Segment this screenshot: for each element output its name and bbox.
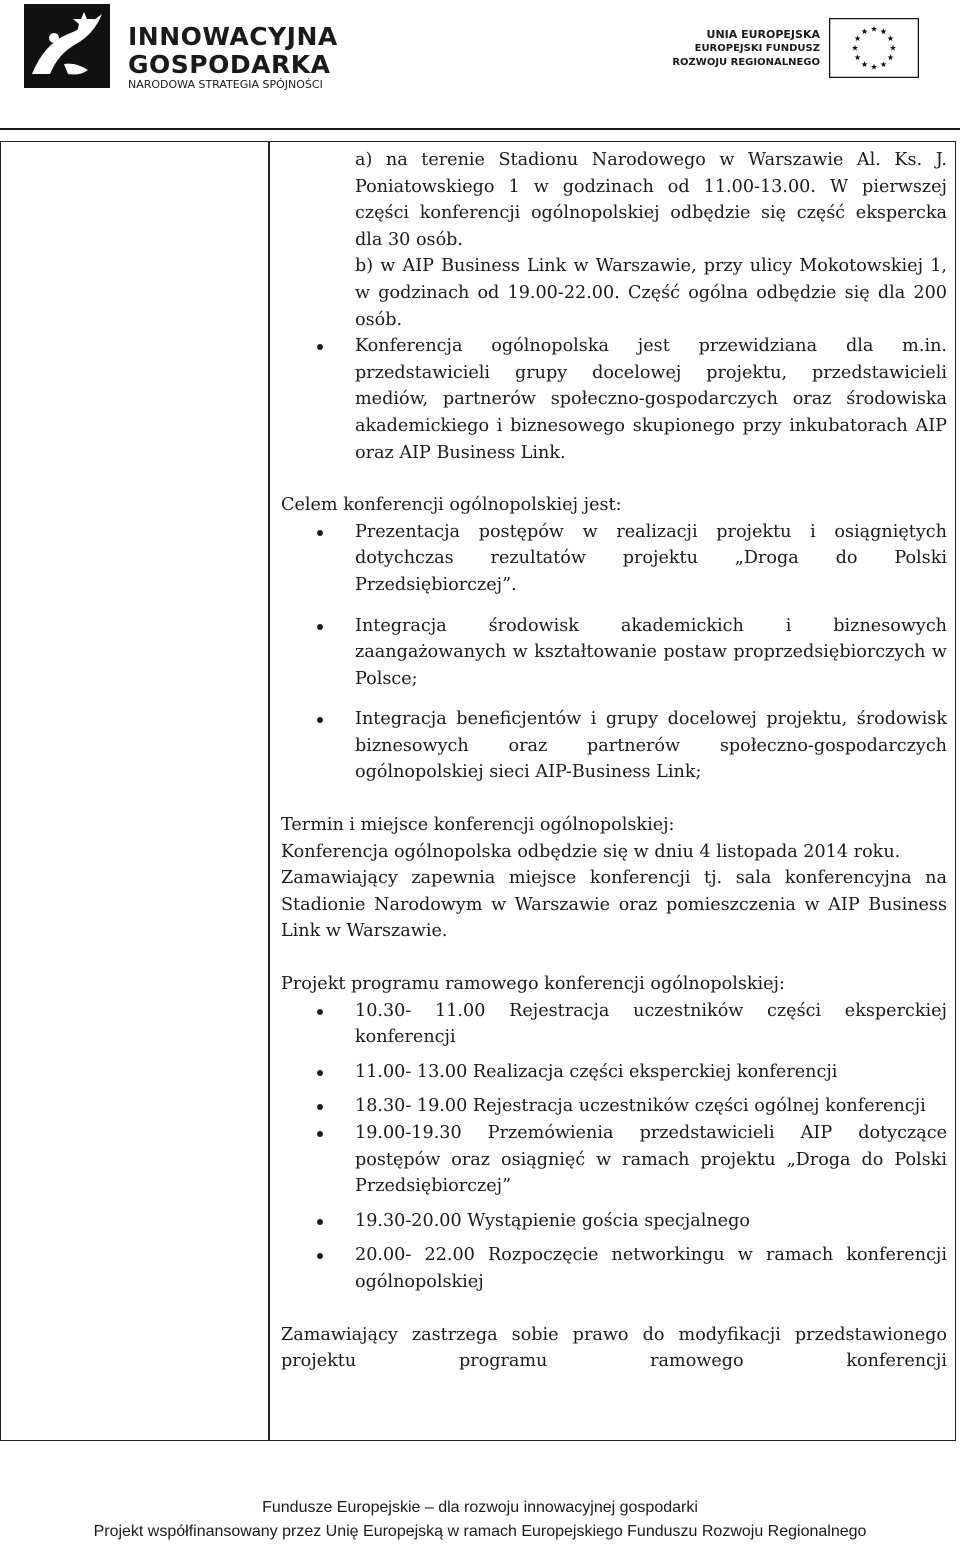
- page-footer: [0, 1496, 960, 1544]
- eu-line2: EUROPEJSKI FUNDUSZ: [694, 43, 820, 54]
- goal-text: Prezentacja postępów w realizacji projektu i osiągniętych dotychczas rezultatów projektu „Droga do Polski Przedsiębiorczej”.: [355, 521, 947, 595]
- bullet-icon: [317, 717, 323, 723]
- eu-flag-icon: [829, 18, 919, 78]
- audience-text: Konferencja ogólnopolska jest przewidziana dla m.in. przedstawicieli grupy docelowej projektu, przedstawicieli mediów, partnerów społeczno-gospodarczych oraz środowiska akademickiego i biznesowego skupionego przy inkubatorach AIP oraz AIP Business Link.: [355, 336, 947, 463]
- bullet-icon: [317, 1219, 323, 1225]
- venue-text: Zamawiający zapewnia miejsce konferencji tj. sala konferencyjna na Stadionie Narodowym w Warszawie oraz pomieszczenia w AIP Business Link w Warszawie.: [281, 868, 947, 942]
- bullet-icon: [317, 1009, 323, 1015]
- closing-text: Zamawiający zastrzega sobie prawo do modyfikacji przedstawionego projektu programu ramowego konferencji: [281, 1324, 947, 1372]
- eu-line1: UNIA EUROPEJSKA: [706, 28, 820, 41]
- program-item: 19.30-20.00 Wystąpienie gościa specjalnego: [355, 1210, 750, 1231]
- bullet-icon: [317, 344, 323, 350]
- list-item: [281, 1093, 947, 1120]
- list-item: [281, 1059, 947, 1086]
- logo-title-line1: INNOWACYJNA: [128, 22, 338, 51]
- innowacyjna-gospodarka-logo: [24, 4, 338, 92]
- location-b: b) w AIP Business Link w Warszawie, przy ulicy Mokotowskiej 1, w godzinach od 19.00-22.00. Część ogólna odbędzie się dla 200 osób.: [355, 256, 947, 330]
- list-item: [281, 1120, 947, 1200]
- table-column-divider: [268, 141, 270, 1441]
- goals-heading: Celem konferencji ogólnopolskiej jest:: [281, 495, 622, 516]
- bullet-icon: [317, 624, 323, 630]
- program-item: 20.00- 22.00 Rozpoczęcie networkingu w ramach konferencji ogólnopolskiej: [355, 1245, 947, 1292]
- bullet-icon: [317, 1131, 323, 1137]
- program-heading: Projekt programu ramowego konferencji ogólnopolskiej:: [281, 974, 785, 995]
- footer-line1: Fundusze Europejskie – dla rozwoju innowacyjnej gospodarki: [262, 1499, 698, 1516]
- program-item: 18.30- 19.00 Rejestracja uczestników części ogólnej konferencji: [355, 1096, 926, 1117]
- document-body: [281, 143, 947, 1439]
- goal-text: Integracja beneficjentów i grupy docelowej projektu, środowisk biznesowych oraz partnerów społeczno-gospodarczych ogólnopolskiej sieci AIP-Business Link;: [355, 709, 947, 783]
- list-item: [281, 613, 947, 693]
- bullet-icon: [317, 1070, 323, 1076]
- ig-logo-mark-icon: [24, 4, 110, 88]
- eu-logo-text: [672, 28, 820, 70]
- list-item: [281, 1242, 947, 1295]
- bullet-icon: [317, 1253, 323, 1259]
- logo-subtitle: NARODOWA STRATEGIA SPÓJNOŚCI: [128, 78, 323, 91]
- eu-line3: ROZWOJU REGIONALNEGO: [672, 57, 820, 68]
- header-rule: [0, 128, 960, 130]
- term-heading: Termin i miejsce konferencji ogólnopolskiej:: [281, 815, 675, 836]
- list-item: [281, 706, 947, 786]
- program-item: 11.00- 13.00 Realizacja części eksperckiej konferencji: [355, 1061, 838, 1082]
- list-item: [281, 998, 947, 1051]
- goal-text: Integracja środowisk akademickich i biznesowych zaangażowanych w kształtowanie postaw proprzedsiębiorczych w Polsce;: [355, 615, 947, 689]
- program-item: 19.00-19.30 Przemówienia przedstawicieli AIP dotyczące postępów oraz osiągnięć w ramach projektu „Droga do Polski Przedsiębiorczej”: [355, 1123, 947, 1197]
- logo-title-line2: GOSPODARKA: [128, 50, 331, 79]
- list-item: [281, 1208, 947, 1235]
- bullet-icon: [317, 530, 323, 536]
- term-text: Konferencja ogólnopolska odbędzie się w dniu 4 listopada 2014 roku.: [281, 841, 901, 862]
- footer-line2: Projekt współfinansowany przez Unię Europejską w ramach Europejskiego Funduszu Rozwoju Regionalnego: [93, 1523, 867, 1540]
- location-a: a) na terenie Stadionu Narodowego w Warszawie Al. Ks. J. Poniatowskiego 1 w godzinach od 11.00-13.00. W pierwszej części konferencji ogólnopolskiej odbędzie się część ekspercka dla 30 osób.: [355, 150, 947, 250]
- bullet-icon: [317, 1104, 323, 1110]
- list-item: [281, 333, 947, 466]
- program-item: 10.30- 11.00 Rejestracja uczestników części eksperckiej konferencji: [355, 1000, 947, 1048]
- list-item: [281, 519, 947, 599]
- page-header: [0, 0, 960, 130]
